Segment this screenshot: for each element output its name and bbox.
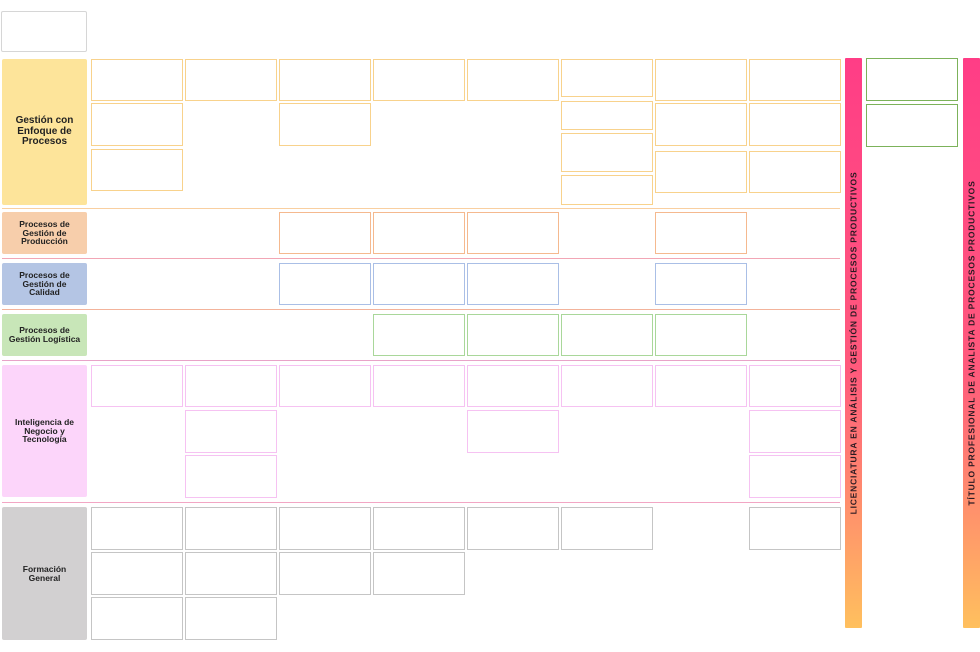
course-cell-gestion-enfoque (561, 101, 653, 130)
category-inteligencia (2, 365, 87, 497)
course-cell-gestion-enfoque (91, 149, 183, 191)
category-logistica-label: Procesos de Gestión Logística (8, 325, 81, 344)
course-cell-gestion-enfoque (561, 59, 653, 97)
category-formacion (2, 507, 87, 640)
titulo-label: TÍTULO PROFESIONAL DE ANALISTA DE PROCESOS PRODUCTIVOS (966, 180, 977, 506)
course-cell-gestion-enfoque (91, 59, 183, 101)
course-cell-inteligencia (749, 455, 841, 498)
category-inteligencia-label: Inteligencia de Negocio y Tecnología (14, 416, 75, 445)
course-cell-formacion (279, 507, 371, 550)
category-produccion-label: Procesos de Gestión de Producción (19, 218, 70, 247)
separator-1 (2, 208, 840, 209)
course-cell-logistica (467, 314, 559, 356)
course-cell-calidad (655, 263, 747, 305)
course-cell-gestion-enfoque (655, 59, 747, 101)
separator-4 (2, 360, 840, 361)
course-cell-inteligencia (185, 455, 277, 498)
course-cell-gestion-enfoque (279, 103, 371, 146)
course-cell-inteligencia (467, 365, 559, 407)
course-cell-gestion-enfoque (467, 59, 559, 101)
course-cell-formacion (373, 507, 465, 550)
course-cell-gestion-enfoque (655, 103, 747, 146)
course-cell-inteligencia (91, 365, 183, 407)
course-cell-gestion-enfoque (749, 103, 841, 146)
course-cell-logistica (655, 314, 747, 356)
course-cell-formacion (185, 597, 277, 640)
course-cell-gestion-enfoque (373, 59, 465, 101)
category-gestion-enfoque-label: Gestión con Enfoque de Procesos (15, 115, 74, 148)
degree-box-2 (866, 104, 958, 147)
course-cell-calidad (279, 263, 371, 305)
course-cell-gestion-enfoque (561, 175, 653, 205)
course-cell-formacion (185, 552, 277, 595)
course-cell-calidad (373, 263, 465, 305)
course-cell-produccion (279, 212, 371, 254)
category-calidad (2, 263, 87, 305)
licenciatura-label-wrap (845, 58, 862, 628)
course-cell-inteligencia (561, 365, 653, 407)
separator-5 (2, 502, 840, 503)
course-cell-formacion (373, 552, 465, 595)
course-cell-calidad (467, 263, 559, 305)
course-cell-gestion-enfoque (655, 151, 747, 193)
course-cell-formacion (467, 507, 559, 550)
separator-3 (2, 309, 840, 310)
titulo-label-wrap (963, 58, 980, 628)
licenciatura-label: LICENCIATURA EN ANÁLISIS Y GESTIÓN DE PROCESOS PRODUCTIVOS (848, 171, 859, 515)
course-cell-formacion (279, 552, 371, 595)
course-cell-inteligencia (373, 365, 465, 407)
degree-box-1 (866, 58, 958, 101)
category-gestion-enfoque (2, 59, 87, 205)
course-cell-inteligencia (467, 410, 559, 453)
category-calidad-label: Procesos de Gestión de Calidad (19, 269, 70, 298)
course-cell-inteligencia (185, 365, 277, 407)
course-cell-produccion (467, 212, 559, 254)
course-cell-inteligencia (749, 410, 841, 453)
category-formacion-label: Formación General (22, 563, 67, 583)
category-produccion (2, 212, 87, 254)
course-cell-gestion-enfoque (561, 133, 653, 172)
course-cell-gestion-enfoque (749, 59, 841, 101)
course-cell-inteligencia (655, 365, 747, 407)
course-cell-gestion-enfoque (91, 103, 183, 146)
course-cell-logistica (373, 314, 465, 356)
course-cell-formacion (91, 552, 183, 595)
course-cell-formacion (749, 507, 841, 550)
category-logistica (2, 314, 87, 356)
course-cell-inteligencia (749, 365, 841, 407)
course-cell-gestion-enfoque (279, 59, 371, 101)
course-cell-produccion (655, 212, 747, 254)
course-cell-gestion-enfoque (749, 151, 841, 193)
separator-2 (2, 258, 840, 259)
course-cell-formacion (185, 507, 277, 550)
course-cell-formacion (91, 507, 183, 550)
course-cell-inteligencia (185, 410, 277, 453)
course-cell-inteligencia (279, 365, 371, 407)
top-left-empty-box (1, 11, 87, 52)
course-cell-produccion (373, 212, 465, 254)
course-cell-formacion (561, 507, 653, 550)
course-cell-logistica (561, 314, 653, 356)
course-cell-gestion-enfoque (185, 59, 277, 101)
course-cell-formacion (91, 597, 183, 640)
